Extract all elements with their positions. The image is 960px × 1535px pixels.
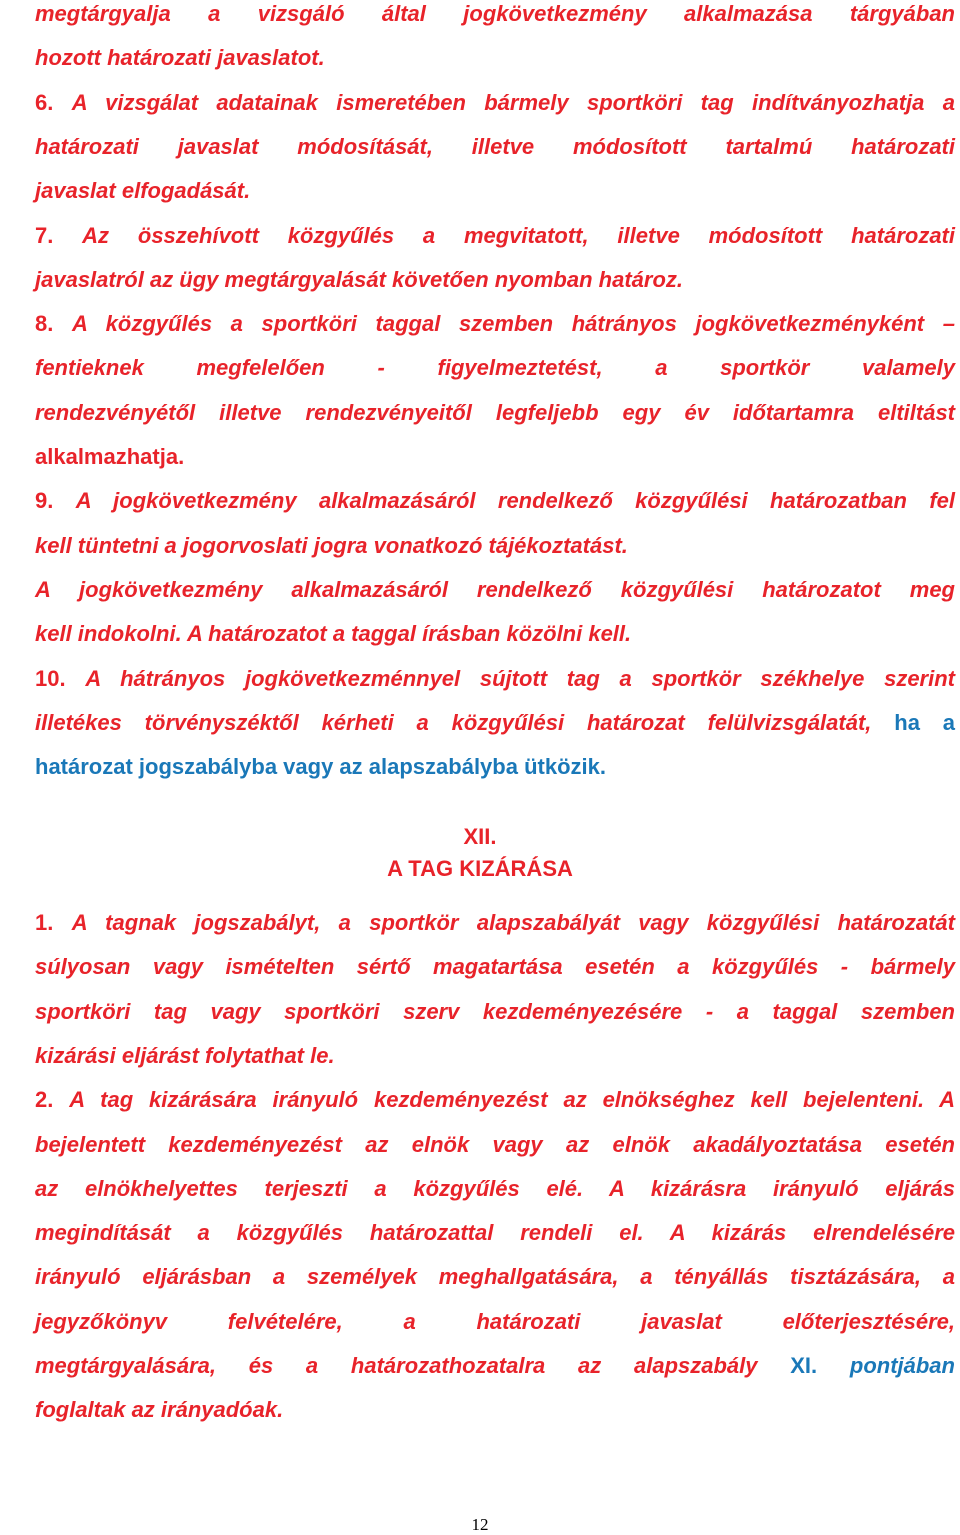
text-line: [35, 1175, 955, 1203]
text-segment: kizárási eljárást folytathat le.: [35, 1042, 335, 1068]
text-line: [35, 133, 955, 161]
text-segment: [817, 1353, 850, 1378]
text-segment: megtárgyalja a vizsgáló által jogkövetkezmény alkalmazása tárgyában: [35, 1, 955, 26]
section-title: A TAG KIZÁRÁSA: [387, 856, 573, 881]
text-line: [35, 576, 955, 604]
text-segment: 6.: [35, 89, 72, 115]
text-segment: foglaltak az irányadóak.: [35, 1397, 284, 1423]
text-line: [35, 953, 955, 981]
text-segment: megtárgyalására, és a határozathozatalra az alapszabály: [35, 1353, 791, 1378]
text-segment: Az összehívott közgyűlés a megvitatott, illetve módosított határozati: [82, 222, 955, 248]
text-segment: kell tüntetni a jogorvoslati jogra vonatkozó tájékoztatást.: [35, 532, 628, 558]
text-line: [35, 0, 955, 28]
text-segment: kell indokolni. A határozatot a taggal írásban közölni kell.: [35, 621, 632, 647]
text-line: [35, 222, 955, 250]
text-line: [35, 354, 955, 382]
text-segment: alkalmazhatja.: [35, 444, 185, 469]
text-segment: 1.: [35, 910, 72, 935]
text-line: [35, 89, 955, 117]
text-segment: fentieknek megfelelően - figyelmeztetést, a sportkör valamely: [35, 355, 955, 381]
text-line: [35, 709, 955, 737]
text-segment: illetékes törvényszéktől kérheti a közgyűlési határozat felülvizsgálatát,: [35, 709, 895, 735]
text-segment: sportköri tag vagy sportköri szerv kezdeményezésére - a taggal szemben: [35, 998, 955, 1024]
text-segment: súlyosan vagy ismételten sértő magatartása esetén a közgyűlés - bármely: [35, 954, 955, 980]
text-segment: A jogkövetkezmény alkalmazásáról rendelkező közgyűlési határozatot meg: [35, 576, 955, 602]
text-line: [35, 753, 955, 781]
text-segment: jegyzőkönyv felvételére, a határozati javaslat előterjesztésére,: [35, 1308, 955, 1334]
text-segment: 2.: [35, 1087, 70, 1113]
text-segment: A tag kizárására irányuló kezdeményezést az elnökséghez kell bejelenteni. A: [69, 1087, 955, 1113]
text-line: [35, 1263, 955, 1291]
text-segment: 9.: [35, 488, 76, 514]
page-number: 12: [471, 1515, 489, 1534]
text-line: [35, 1396, 955, 1424]
text-segment: 8.: [35, 311, 72, 337]
text-line: [35, 44, 955, 72]
text-line: [35, 620, 955, 648]
section-number: XII.: [463, 824, 497, 849]
text-segment: ha a: [894, 709, 955, 735]
text-line: [35, 1219, 955, 1247]
text-line: [35, 665, 955, 693]
text-segment: 7.: [35, 222, 83, 248]
text-segment: A tagnak jogszabályt, a sportkör alapszabályát vagy közgyűlési határozatát: [71, 910, 955, 935]
text-segment: XI.: [790, 1353, 818, 1378]
text-segment: bejelentett kezdeményezést az elnök vagy az elnök akadályoztatása esetén: [35, 1131, 955, 1157]
text-segment: 10.: [35, 665, 86, 691]
text-segment: javaslatról az ügy megtárgyalását követően nyomban határoz.: [35, 266, 683, 292]
text-line: [35, 443, 955, 471]
text-line: [35, 399, 955, 427]
text-line: [35, 1308, 955, 1336]
text-line: [35, 487, 955, 515]
text-line: [35, 532, 955, 560]
text-line: [35, 266, 955, 294]
text-segment: A hátrányos jogkövetkezménnyel sújtott tag a sportkör székhelye szerint: [85, 665, 955, 691]
text-segment: pontjában: [849, 1353, 955, 1378]
text-line: [35, 1042, 955, 1070]
text-segment: megindítását a közgyűlés határozattal rendeli el. A kizárás elrendelésére: [35, 1220, 955, 1246]
text-line: [35, 1131, 955, 1159]
text-line: [35, 310, 955, 338]
text-line: [35, 177, 955, 205]
text-line: [35, 998, 955, 1026]
text-segment: rendezvényétől illetve rendezvényeitől legfeljebb egy év időtartamra eltiltást: [35, 399, 955, 425]
text-segment: határozati javaslat módosítását, illetve módosított tartalmú határozati: [35, 133, 955, 159]
text-segment: A közgyűlés a sportköri taggal szemben hátrányos jogkövetkezményként –: [71, 311, 955, 337]
text-line: [35, 1352, 955, 1380]
text-line: [35, 1086, 955, 1114]
text-segment: irányuló eljárásban a személyek meghallgatására, a tényállás tisztázására, a: [35, 1264, 955, 1290]
text-line: [35, 909, 955, 937]
text-segment: A jogkövetkezmény alkalmazásáról rendelkező közgyűlési határozatban fel: [75, 488, 956, 514]
text-segment: az elnökhelyettes terjeszti a közgyűlés elé. A kizárásra irányuló eljárás: [35, 1175, 955, 1201]
text-segment: határozat jogszabályba vagy az alapszabályba ütközik.: [35, 754, 606, 780]
text-segment: javaslat elfogadását.: [35, 178, 251, 204]
text-segment: hozott határozati javaslatot.: [35, 45, 325, 71]
text-segment: A vizsgálat adatainak ismeretében bármely sportköri tag indítványozhatja a: [71, 89, 955, 115]
